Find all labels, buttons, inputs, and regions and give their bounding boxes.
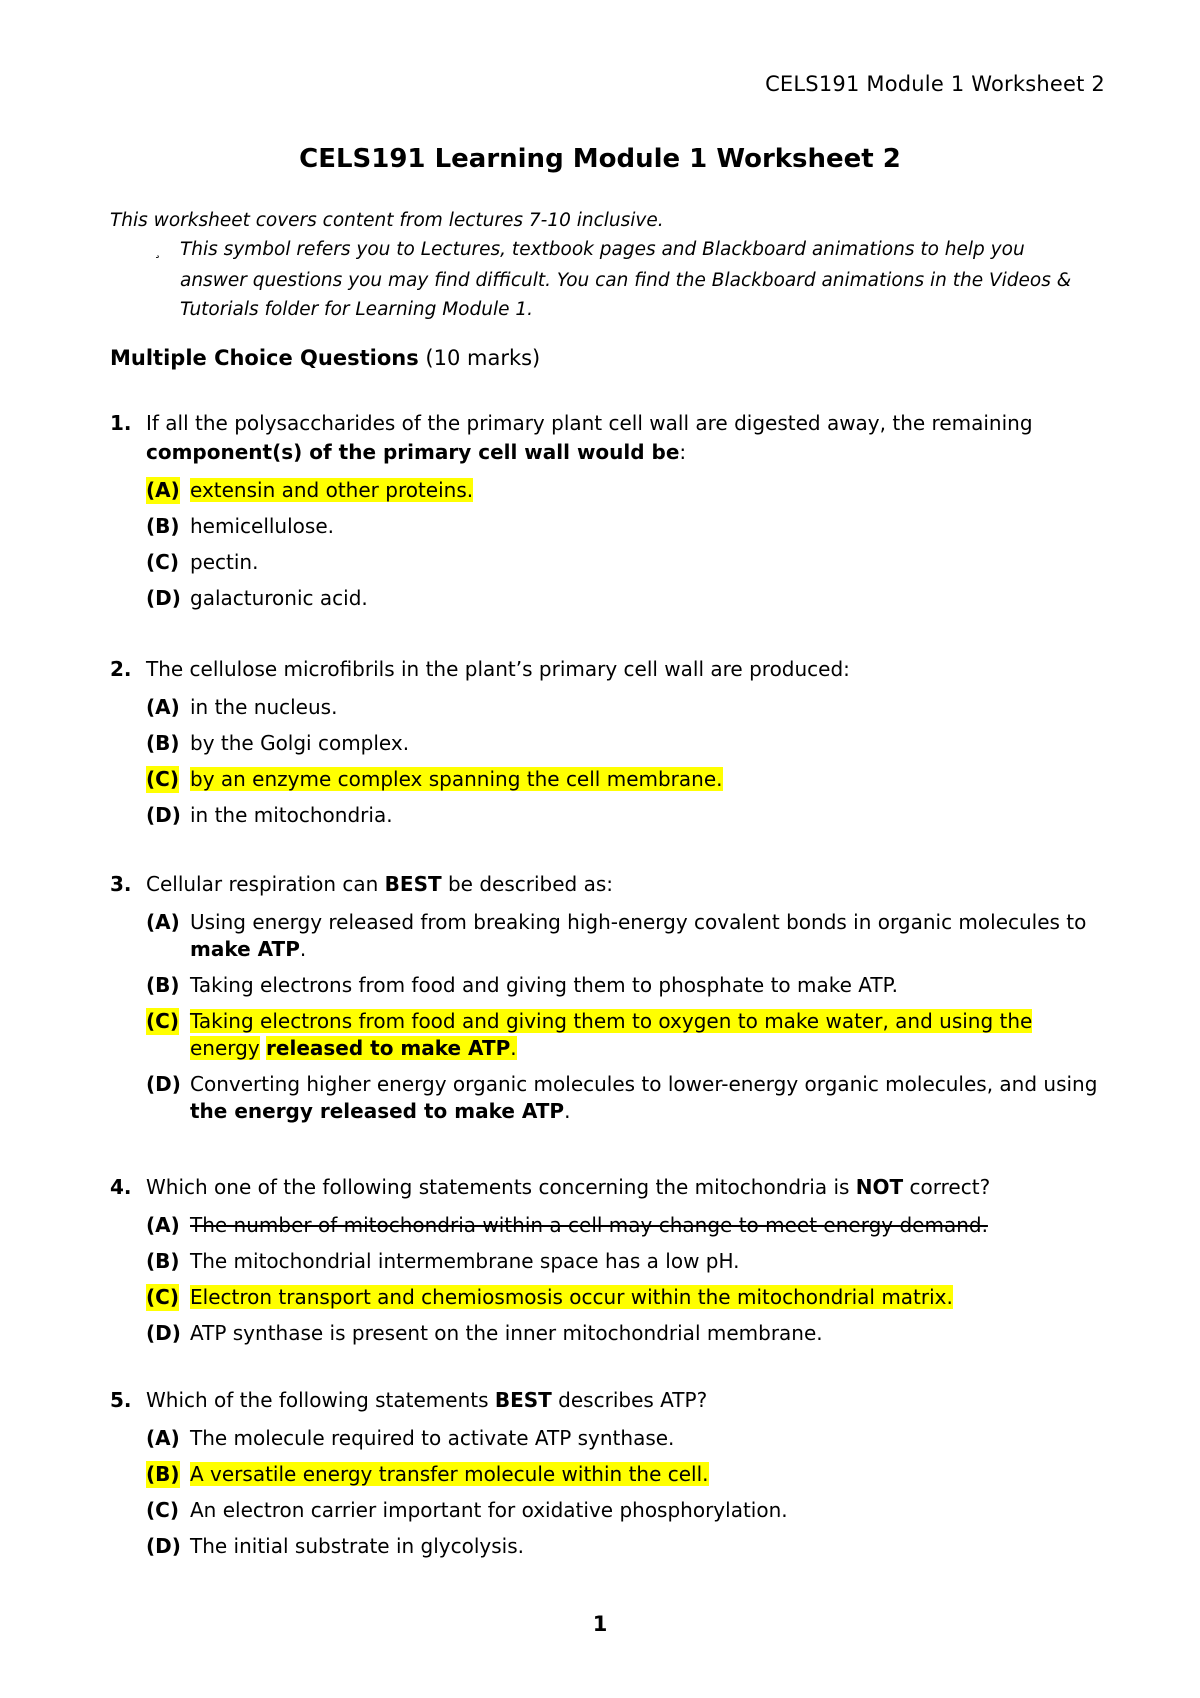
option-list bbox=[110, 694, 1100, 829]
option-b bbox=[110, 730, 1100, 757]
option-letter: (B) bbox=[146, 973, 180, 997]
question-1 bbox=[110, 409, 1100, 621]
option-a bbox=[110, 477, 1100, 504]
option-text: Taking electrons from food and giving them to phosphate to make ATP. bbox=[190, 973, 898, 997]
section-heading bbox=[110, 346, 540, 370]
option-letter: (D) bbox=[146, 803, 181, 827]
option-list bbox=[110, 1425, 1100, 1560]
option-text: pectin. bbox=[190, 550, 259, 574]
question-stem-tail: describes ATP? bbox=[551, 1388, 708, 1412]
question-stem-text: Which of the following statements bbox=[146, 1388, 495, 1412]
option-letter: (B) bbox=[146, 1462, 180, 1486]
question-number: 1. bbox=[110, 411, 132, 435]
running-header: CELS191 Module 1 Worksheet 2 bbox=[765, 72, 1105, 96]
option-letter: (D) bbox=[146, 1321, 181, 1345]
coverage-note: This worksheet covers content from lectures 7-10 inclusive. bbox=[110, 210, 664, 231]
option-text: The molecule required to activate ATP synthase. bbox=[190, 1426, 675, 1450]
option-letter: (C) bbox=[146, 550, 179, 574]
option-text: Electron transport and chemiosmosis occur within the mitochondrial matrix. bbox=[190, 1285, 953, 1309]
symbol-note bbox=[110, 235, 1090, 324]
option-a bbox=[110, 694, 1100, 721]
option-d bbox=[110, 585, 1100, 612]
section-heading-marks: (10 marks) bbox=[425, 346, 541, 370]
question-stem-bold: NOT bbox=[855, 1175, 904, 1199]
option-d bbox=[110, 1533, 1100, 1560]
question-stem-bold: BEST bbox=[384, 872, 442, 896]
option-c bbox=[110, 549, 1100, 576]
option-text: Taking electrons from food and giving them to oxygen to make water, and using the energy bbox=[190, 1009, 1033, 1060]
option-text: by an enzyme complex spanning the cell membrane. bbox=[190, 767, 723, 791]
option-a bbox=[110, 909, 1100, 963]
option-text-tail: . bbox=[564, 1099, 571, 1123]
option-text: ATP synthase is present on the inner mitochondrial membrane. bbox=[190, 1321, 823, 1345]
option-letter: (B) bbox=[146, 1249, 180, 1273]
question-stem-text: Cellular respiration can bbox=[146, 872, 385, 896]
option-text-bold: make ATP bbox=[190, 937, 300, 961]
option-b bbox=[110, 513, 1100, 540]
option-list bbox=[110, 477, 1100, 612]
question-5 bbox=[110, 1386, 1100, 1569]
option-text: hemicellulose. bbox=[190, 514, 334, 538]
question-stem bbox=[110, 870, 1100, 899]
option-text: Converting higher energy organic molecules to lower-energy organic molecules, and using bbox=[190, 1072, 1098, 1096]
option-text: in the mitochondria. bbox=[190, 803, 393, 827]
question-stem bbox=[110, 1386, 1100, 1415]
option-b bbox=[110, 972, 1100, 999]
option-letter: (B) bbox=[146, 514, 180, 538]
question-2 bbox=[110, 655, 1100, 838]
question-stem-bold: component(s) of the primary cell wall would be bbox=[146, 440, 680, 464]
question-number: 4. bbox=[110, 1175, 132, 1199]
section-heading-title: Multiple Choice Questions bbox=[110, 346, 419, 370]
question-stem-tail: be described as: bbox=[441, 872, 613, 896]
document-title: CELS191 Learning Module 1 Worksheet 2 bbox=[299, 144, 901, 174]
option-text-tail: . bbox=[299, 937, 307, 961]
option-letter: (D) bbox=[146, 586, 181, 610]
option-d bbox=[110, 1320, 1100, 1347]
reference-symbol-icon: ¸ bbox=[154, 243, 161, 259]
question-4 bbox=[110, 1173, 1100, 1356]
question-number: 5. bbox=[110, 1388, 132, 1412]
question-stem-text: Which one of the following statements concerning the mitochondria is bbox=[146, 1175, 856, 1199]
option-text-bold: released to make ATP bbox=[266, 1036, 511, 1060]
page-number: 1 bbox=[592, 1612, 608, 1636]
option-text: in the nucleus. bbox=[190, 695, 338, 719]
option-text: extensin and other proteins. bbox=[190, 478, 474, 502]
intro-block bbox=[110, 206, 1090, 324]
option-d bbox=[110, 1071, 1100, 1125]
option-text: A versatile energy transfer molecule within the cell. bbox=[190, 1462, 709, 1486]
question-stem bbox=[110, 1173, 1100, 1202]
question-stem-bold: BEST bbox=[494, 1388, 552, 1412]
question-stem-tail: : bbox=[679, 440, 687, 464]
option-text-bold: the energy released to make ATP bbox=[190, 1099, 565, 1123]
option-c bbox=[110, 1284, 1100, 1311]
option-letter: (C) bbox=[146, 1009, 179, 1033]
option-list bbox=[110, 909, 1100, 1125]
option-letter: (A) bbox=[146, 910, 180, 934]
question-stem-text: The cellulose microfibrils in the plant’s primary cell wall are produced: bbox=[146, 657, 850, 681]
option-text: Using energy released from breaking high-energy covalent bonds in organic molecules to bbox=[190, 910, 1087, 934]
option-letter: (D) bbox=[146, 1072, 181, 1096]
option-b bbox=[110, 1461, 1100, 1488]
option-d bbox=[110, 802, 1100, 829]
option-text: The number of mitochondria within a cell may change to meet energy demand. bbox=[190, 1213, 988, 1237]
option-text: The initial substrate in glycolysis. bbox=[190, 1534, 525, 1558]
option-text-tail: . bbox=[510, 1036, 517, 1060]
option-text: galacturonic acid. bbox=[190, 586, 368, 610]
option-c bbox=[110, 1497, 1100, 1524]
question-stem bbox=[110, 655, 1100, 684]
question-number: 3. bbox=[110, 872, 132, 896]
option-letter: (A) bbox=[146, 1213, 180, 1237]
symbol-note-text: This symbol refers you to Lectures, textbook pages and Blackboard animations to help you answer questions you may find difficult. You can find the Blackboard animations in the Videos & Tutorials folder for Learning Module 1. bbox=[180, 239, 1072, 320]
option-c bbox=[110, 766, 1100, 793]
option-letter: (B) bbox=[146, 731, 180, 755]
option-text: An electron carrier important for oxidative phosphorylation. bbox=[190, 1498, 788, 1522]
option-text: The mitochondrial intermembrane space has a low pH. bbox=[190, 1249, 740, 1273]
option-letter: (A) bbox=[146, 1426, 180, 1450]
option-a bbox=[110, 1425, 1100, 1452]
option-list bbox=[110, 1212, 1100, 1347]
option-letter: (C) bbox=[146, 1285, 179, 1309]
option-letter: (A) bbox=[146, 695, 180, 719]
question-stem-text: If all the polysaccharides of the primary plant cell wall are digested away, the remaining bbox=[146, 411, 1033, 435]
option-c bbox=[110, 1008, 1100, 1062]
option-letter: (C) bbox=[146, 767, 179, 791]
option-letter: (C) bbox=[146, 1498, 179, 1522]
option-letter: (D) bbox=[146, 1534, 181, 1558]
question-number: 2. bbox=[110, 657, 132, 681]
question-stem-tail: correct? bbox=[903, 1175, 991, 1199]
option-a bbox=[110, 1212, 1100, 1239]
option-letter: (A) bbox=[146, 478, 180, 502]
option-b bbox=[110, 1248, 1100, 1275]
question-stem bbox=[110, 409, 1100, 467]
question-3 bbox=[110, 870, 1100, 1134]
option-text: by the Golgi complex. bbox=[190, 731, 410, 755]
